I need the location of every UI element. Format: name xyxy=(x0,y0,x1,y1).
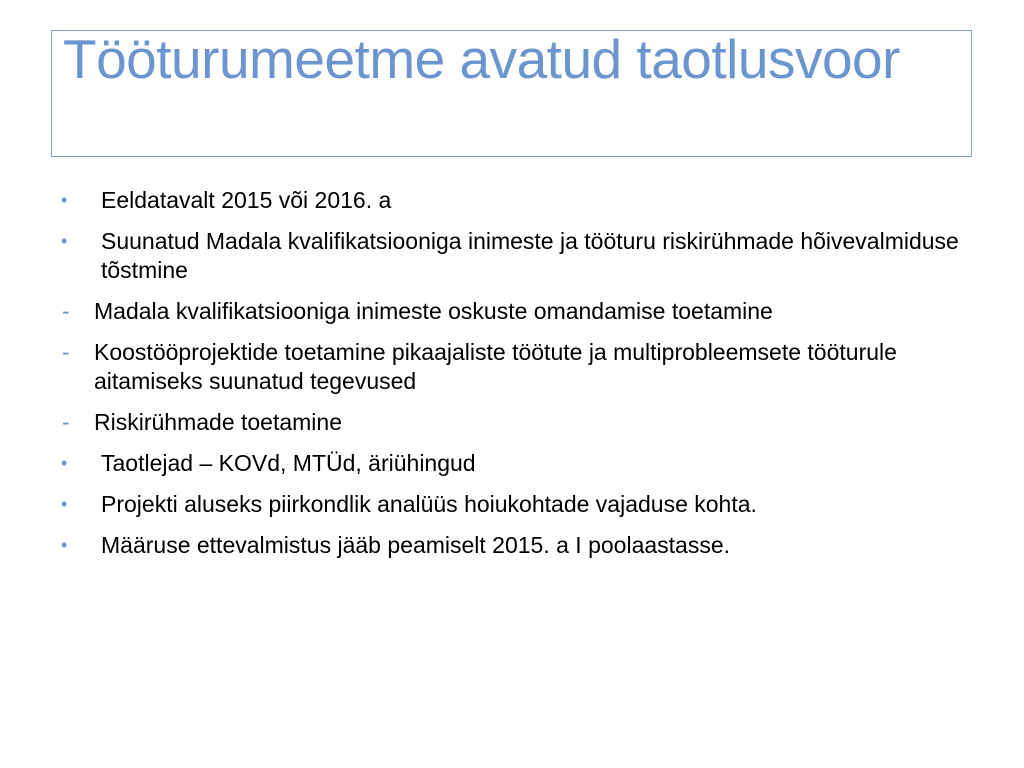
list-item-text: Riskirühmade toetamine xyxy=(94,409,343,435)
list-item xyxy=(58,338,978,396)
list-item-text: Projekti aluseks piirkondlik analüüs hoiukohtade vajaduse kohta. xyxy=(101,491,757,517)
dash-marker: - xyxy=(62,409,70,435)
list-item-text: Taotlejad – KOVd, MTÜd, äriühingud xyxy=(101,450,476,476)
list-item xyxy=(58,297,978,326)
list-item xyxy=(58,408,978,437)
dash-marker: - xyxy=(62,339,70,365)
list-item xyxy=(58,531,978,560)
list-item xyxy=(58,186,978,215)
list-item xyxy=(58,449,978,478)
list-item-text: Määruse ettevalmistus jääb peamiselt 2015. a I poolaastasse. xyxy=(101,532,731,558)
list-item-text: Eeldatavalt 2015 või 2016. a xyxy=(101,187,392,213)
list-item-text: Suunatud Madala kvalifikatsiooniga inimeste ja tööturu riskirühmade hõivevalmiduse tõstmine xyxy=(101,228,959,283)
bullet-marker: • xyxy=(61,453,68,473)
bullet-list xyxy=(58,186,978,572)
list-item-text: Koostööprojektide toetamine pikaajaliste töötute ja multiprobleemsete tööturule aitamiseks suunatud tegevused xyxy=(94,339,897,394)
list-item xyxy=(58,227,978,285)
list-item-text: Madala kvalifikatsiooniga inimeste oskuste omandamise toetamine xyxy=(94,298,773,324)
bullet-marker: • xyxy=(61,494,68,514)
bullet-marker: • xyxy=(61,231,68,251)
bullet-marker: • xyxy=(61,190,68,210)
list-item xyxy=(58,490,978,519)
slide-title: Tööturumeetme avatud taotlusvoor xyxy=(63,30,900,90)
dash-marker: - xyxy=(62,298,70,324)
bullet-marker: • xyxy=(61,535,68,555)
title-placeholder xyxy=(51,30,972,157)
